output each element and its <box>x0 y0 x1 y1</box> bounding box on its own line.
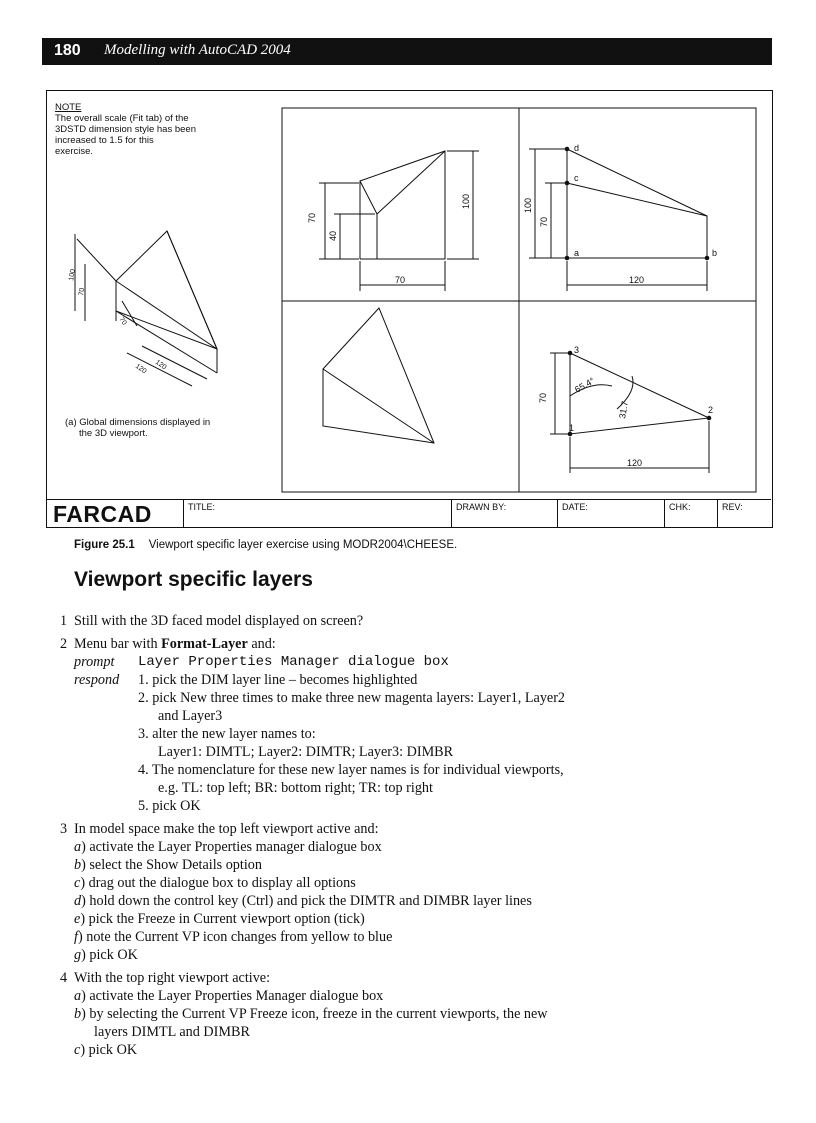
chk-cell: CHK: <box>664 500 717 527</box>
label-b: b <box>712 248 718 258</box>
book-title: Modelling with AutoCAD 2004 <box>104 42 291 58</box>
side-view <box>529 149 707 291</box>
dim-iso-100: 100 <box>68 268 77 282</box>
respond-line: and Layer3 <box>158 708 223 724</box>
dim-tr-70: 70 <box>539 216 549 227</box>
dim-tr-120: 120 <box>629 275 645 285</box>
perspective-view <box>323 308 434 443</box>
label-a: a <box>574 248 580 258</box>
dim-tr-100: 100 <box>523 197 533 213</box>
respond-line: 5. pick OK <box>138 798 201 814</box>
step-number: 1 <box>60 613 68 629</box>
running-header <box>42 38 772 65</box>
page-number: 180 <box>54 42 81 59</box>
step-text: With the top right viewport active: <box>74 970 271 986</box>
sub-item: f) note the Current VP icon changes from yellow to blue <box>74 929 393 945</box>
step-number: 3 <box>60 821 68 837</box>
respond-line: 1. pick the DIM layer line – becomes highlighted <box>138 672 418 688</box>
rev-cell: REV: <box>717 500 771 527</box>
label-d: d <box>574 143 580 153</box>
caption-3d <box>65 417 285 439</box>
dim-tl-100: 100 <box>461 193 471 209</box>
plan-view <box>550 353 709 473</box>
prompt-label: prompt <box>74 654 115 670</box>
label-2: 2 <box>708 405 714 415</box>
respond-line: 3. alter the new layer names to: <box>138 726 316 742</box>
front-view <box>319 151 479 291</box>
figure-caption <box>74 539 457 551</box>
figure-caption-text: Viewport specific layer exercise using MODR2004\CHEESE. <box>148 539 458 551</box>
note-line: increased to 1.5 for this <box>55 135 154 146</box>
respond-label: respond <box>74 672 120 688</box>
dim-br-120: 120 <box>627 458 643 468</box>
sub-item: a) activate the Layer Properties Manager dialogue box <box>74 988 384 1004</box>
caption-3d-line: the 3D viewport. <box>79 428 148 439</box>
dim-tl-70-width: 70 <box>395 275 406 285</box>
isometric-drawing <box>75 231 217 386</box>
step-text: In model space make the top left viewport active and: <box>74 821 379 837</box>
label-3: 3 <box>574 345 580 355</box>
figure-drawing <box>46 90 773 528</box>
dim-tl-70: 70 <box>307 212 317 223</box>
caption-3d-line: (a) Global dimensions displayed in <box>65 417 211 428</box>
step-number: 2 <box>60 636 68 652</box>
dim-iso-120b: 120 <box>153 358 168 372</box>
step-text: Menu bar with Format-Layer and: <box>74 636 276 652</box>
dim-iso-70: 70 <box>78 287 87 297</box>
dim-br-31: 31.7 <box>617 400 631 420</box>
respond-line: 2. pick New three times to make three new magenta layers: Layer1, Layer2 <box>138 690 566 706</box>
sub-item-cont: layers DIMTL and DIMBR <box>94 1024 250 1040</box>
title-cell: TITLE: <box>183 500 451 527</box>
sub-item: b) select the Show Details option <box>74 857 262 873</box>
dim-iso-120a: 120 <box>133 362 148 376</box>
sub-item: c) pick OK <box>74 1042 138 1058</box>
section-title: Viewport specific layers <box>74 568 313 591</box>
dim-tl-40: 40 <box>328 230 338 241</box>
drawing-note <box>55 102 265 157</box>
sub-item: b) by selecting the Current VP Freeze icon, freeze in the current viewports, the new <box>74 1006 548 1022</box>
dim-iso-70b: 70 <box>117 316 128 327</box>
drawn-by-cell: DRAWN BY: <box>451 500 557 527</box>
title-block <box>47 499 771 527</box>
point-markers <box>565 147 712 437</box>
respond-line: 4. The nomenclature for these new layer names is for individual viewports, <box>138 762 564 778</box>
sub-item: a) activate the Layer Properties manager dialogue box <box>74 839 382 855</box>
note-line: The overall scale (Fit tab) of the <box>55 113 189 124</box>
farcad-logo: FARCAD <box>53 501 152 527</box>
label-1: 1 <box>569 423 575 433</box>
note-line: 3DSTD dimension style has been <box>55 124 196 135</box>
step-number: 4 <box>60 970 68 986</box>
note-line: exercise. <box>55 146 94 157</box>
sub-item: g) pick OK <box>74 947 138 963</box>
respond-line: e.g. TL: top left; BR: bottom right; TR: top right <box>158 780 433 796</box>
sub-item: c) drag out the dialogue box to display all options <box>74 875 356 891</box>
prompt-text: Layer Properties Manager dialogue box <box>138 654 449 670</box>
sub-item: d) hold down the control key (Ctrl) and pick the DIMTR and DIMBR layer lines <box>74 893 532 909</box>
date-cell: DATE: <box>557 500 664 527</box>
step-text: Still with the 3D faced model displayed on screen? <box>74 613 364 629</box>
dim-br-70: 70 <box>538 392 548 403</box>
sub-item: e) pick the Freeze in Current viewport option (tick) <box>74 911 365 927</box>
label-c: c <box>574 173 579 183</box>
respond-line: Layer1: DIMTL; Layer2: DIMTR; Layer3: DIMBR <box>158 744 454 760</box>
note-heading: NOTE <box>55 102 82 113</box>
dim-br-angle: 65.4° <box>573 375 597 395</box>
figure-label: Figure 25.1 <box>74 539 135 551</box>
